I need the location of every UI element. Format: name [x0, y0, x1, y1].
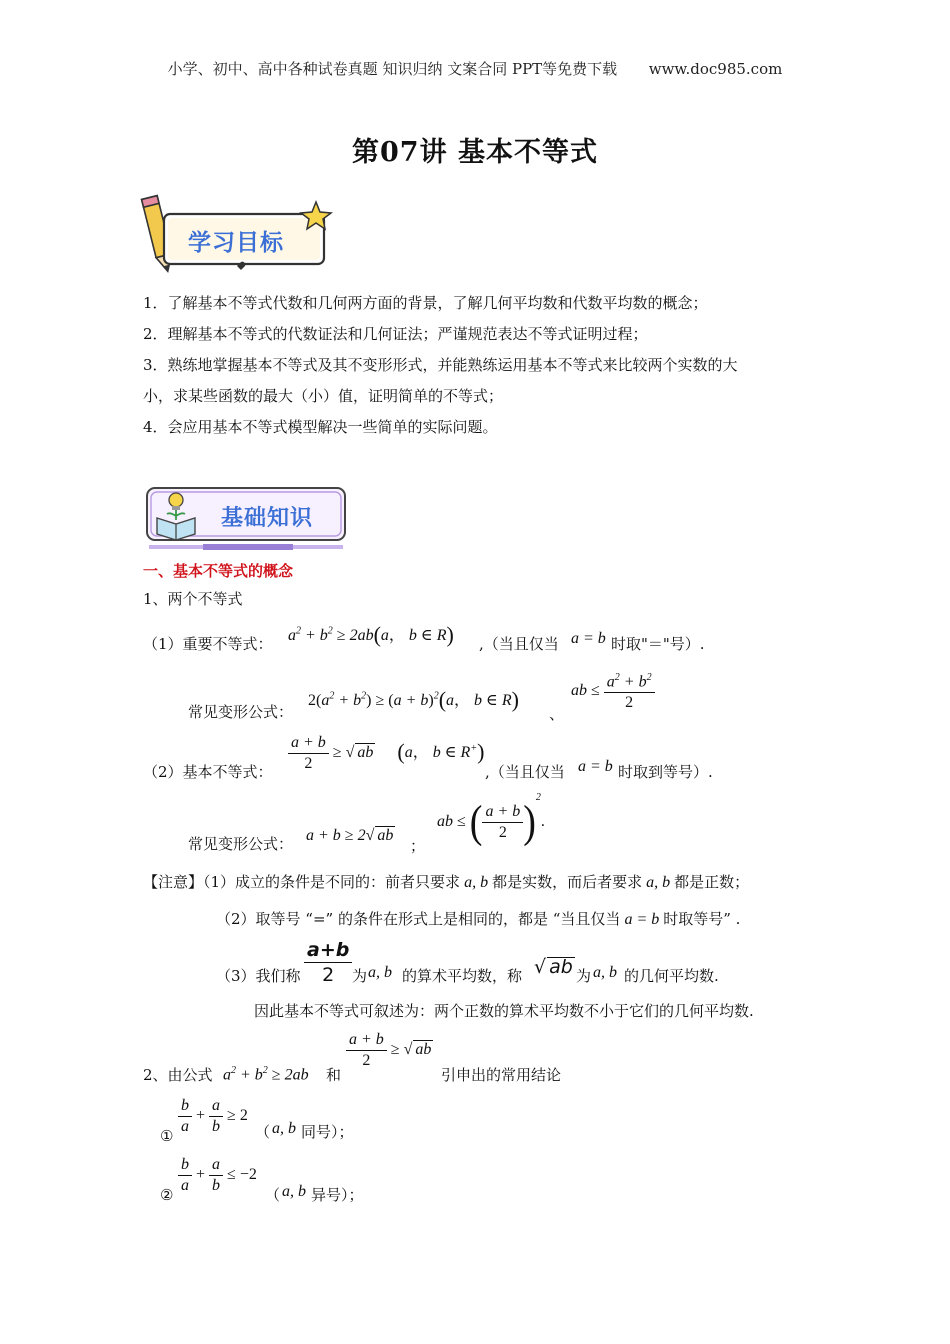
goals-list [143, 293, 738, 448]
note-row-1 [143, 872, 749, 893]
formula-a-eq-b: a = b [571, 630, 606, 647]
formula-arithmetic-mean: $\frac{a+b}{2}$ [304, 938, 352, 987]
note-3e: 的几何平均数. [624, 967, 719, 985]
formula-variant-3: a + b ≥ 2√ ab [306, 827, 394, 844]
formula-conclusion-2: $\frac{b}{a}$ + $\frac{a}{b}$ ≤ −2 [178, 1155, 257, 1196]
conclusion-1-mark: ① [160, 1127, 174, 1145]
note-3b: 为 [352, 967, 368, 985]
banner-learning-goals-label: 学习目标 [188, 230, 284, 256]
note-2a: （2）取等号 “=” 的条件在形式上是相同的，都是 “当且仅当 [216, 910, 621, 928]
formula-important-inequality: $a^2 + b^2 \ge 2ab(a$， b ∈ R) [288, 622, 454, 647]
formula-variant-4: ab ≤ ( $\frac{a + b}{2}$ )$^2$. [437, 792, 545, 848]
sub2-b: 和 [326, 1066, 342, 1084]
site-header [0, 58, 950, 79]
var-a-b: a, b [642, 874, 675, 891]
item2-label: （2）基本不等式： [143, 763, 273, 781]
formula-variant-1: $2(a^2 + b^2) \ge (a + b)^2(a$， b ∈ R) [308, 687, 519, 712]
goal-item: 4．会应用基本不等式模型解决一些简单的实际问题。 [143, 418, 498, 436]
item1-tail2: 时取"＝"号）. [611, 635, 705, 653]
formula-geometric-mean: √ ab [534, 956, 573, 978]
banner-learning-goals [140, 192, 340, 274]
note-3d: 为 [576, 967, 592, 985]
var-a-b: a, b [593, 964, 617, 981]
note-2b: 时取等号” . [663, 910, 741, 928]
conclusion-1-tail: 同号）； [301, 1123, 354, 1141]
formula-a-eq-b: a = b [578, 758, 613, 775]
banner-basic-knowledge-label: 基础知识 [221, 506, 314, 531]
conclusion-2-tail: 异号）； [311, 1186, 364, 1204]
formula-basic-inequality-short: $\frac{a + b}{2}$ ≥ √ ab [346, 1030, 433, 1071]
item1-tail: ,（当且仅当 [479, 635, 559, 653]
paren-open: （ [255, 1123, 271, 1141]
note-3c: 的算术平均数，称 [402, 967, 523, 985]
formula-important-inequality-short: $a^2 + b^2 \ge 2ab$ [223, 1065, 309, 1084]
goal-item: 2．理解基本不等式的代数证法和几何证法；严谨规范表达不等式证明过程； [143, 325, 648, 343]
item2-tail: ,（当且仅当 [485, 763, 565, 781]
separator-comma: 、 [549, 705, 565, 723]
semicolon: ； [410, 837, 426, 855]
note-summary: 因此基本不等式可叙述为：两个正数的算术平均数不小于它们的几何平均数. [254, 1002, 754, 1020]
item2-variant-label: 常见变形公式： [188, 835, 294, 853]
note-3a: （3）我们称 [216, 967, 301, 985]
subsection-title: 1、两个不等式 [143, 590, 243, 608]
formula-a-eq-b: a = b [620, 911, 664, 928]
var-a-b: a, b [460, 874, 493, 891]
var-a-b: a, b [368, 964, 392, 981]
var-a-b: a, b [282, 1183, 306, 1200]
goal-item: 3．熟练地掌握基本不等式及其不变形形式，并能熟练运用基本不等式来比较两个实数的大 [143, 356, 738, 374]
header-site-text: 小学、初中、高中各种试卷真题 知识归纳 文案合同 PPT等免费下载 [167, 60, 618, 78]
header-url: www.doc985.com [648, 60, 783, 78]
page-title: 第07讲 基本不等式 [352, 137, 598, 168]
var-a-b: a, b [272, 1120, 296, 1137]
item2-tail2: 时取到等号）. [618, 763, 713, 781]
note-1b: 都是实数，而后者要求 [492, 873, 643, 891]
item1-label: （1）重要不等式： [143, 635, 273, 653]
note-1a: （1）成立的条件是不同的：前者只要求 [203, 873, 461, 891]
goal-item: 小，求某些函数的最大（小）值，证明简单的不等式； [143, 387, 504, 405]
sub2-a: 2、由公式 [143, 1066, 213, 1084]
section-heading: 一、基本不等式的概念 [143, 562, 294, 580]
sub2-c: 引申出的常用结论 [441, 1066, 562, 1084]
banner-basic-knowledge [143, 484, 349, 552]
conclusion-2-mark: ② [160, 1186, 174, 1204]
item1-variant-label: 常见变形公式： [188, 703, 294, 721]
formula-variant-2: ab ≤ $\frac{a^2 + b^2}{2}$ [571, 668, 655, 713]
note-1c: 都是正数； [674, 873, 750, 891]
formula-basic-inequality: $\frac{a + b}{2}$ ≥ √ ab (a， b ∈ R+) [288, 733, 484, 774]
paren-open: （ [265, 1186, 281, 1204]
note-label: 【注意】 [143, 873, 204, 891]
formula-conclusion-1: $\frac{b}{a}$ + $\frac{a}{b}$ ≥ 2 [178, 1096, 248, 1137]
goal-item: 1．了解基本不等式代数和几何两方面的背景，了解几何平均数和代数平均数的概念； [143, 294, 708, 312]
note-row-2 [216, 909, 740, 930]
